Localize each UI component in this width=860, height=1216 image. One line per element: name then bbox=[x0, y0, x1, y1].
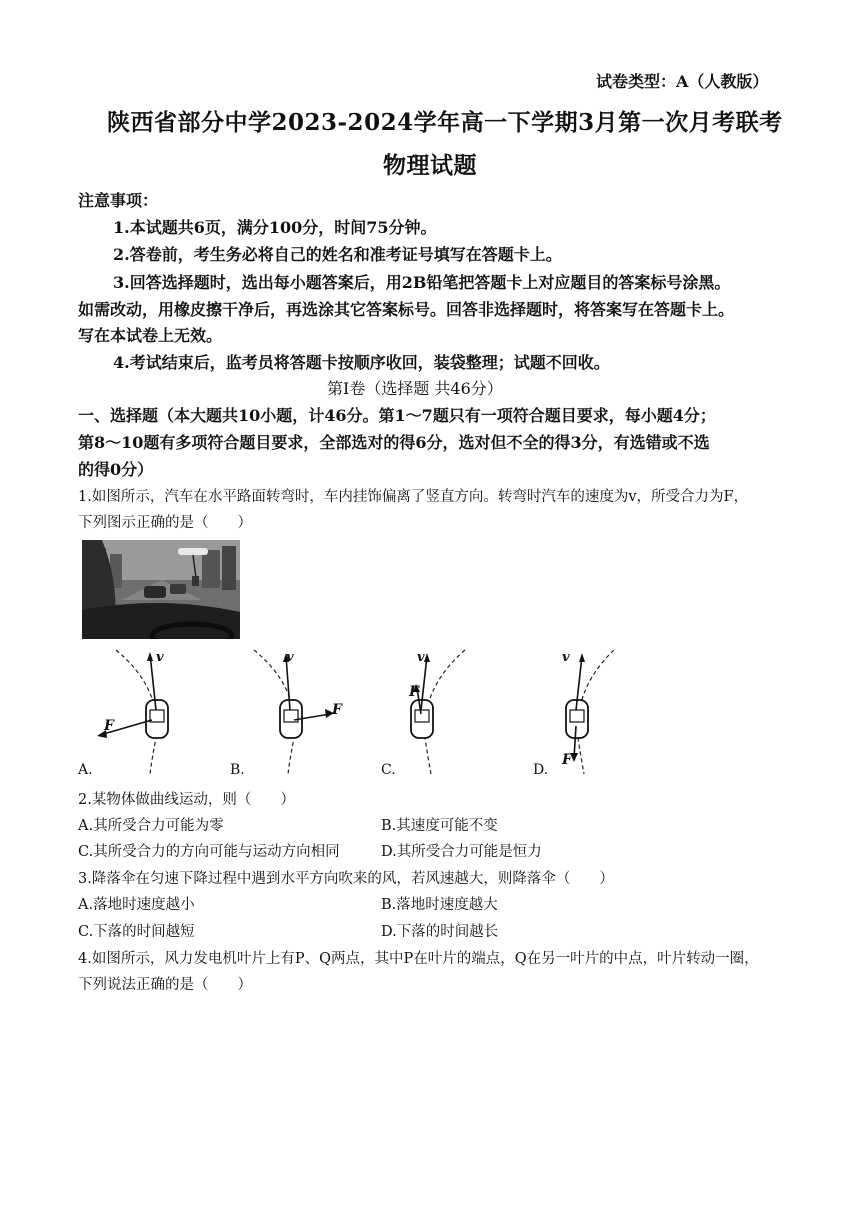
q3-stem: 3.降落伞在匀速下降过程中遇到水平方向吹来的风，若风速越大，则降落伞（ ） bbox=[78, 871, 614, 887]
q1-diagram-c bbox=[395, 648, 503, 776]
section-intro-cont: 第8～10题有多项符合题目要求，全部选对的得6分，选对但不全的得3分，有选错或不选 bbox=[78, 433, 710, 452]
car-interior-photo bbox=[82, 540, 240, 639]
vector-f-label: F bbox=[409, 684, 419, 700]
notice-item-1: 1.本试题共6页，满分100分，时间75分钟。 bbox=[113, 218, 437, 237]
section-intro-cont2: 的得0分） bbox=[78, 460, 154, 479]
vector-f-label: F bbox=[562, 752, 572, 768]
vector-v-label: v bbox=[156, 650, 164, 665]
q3-option-c: C.下落的时间越短 bbox=[78, 924, 195, 940]
paper-type: 试卷类型：A（人教版） bbox=[596, 72, 769, 91]
notice-item-3-cont: 如需改动，用橡皮擦干净后，再选涂其它答案标号。回答非选择题时，将答案写在答题卡上。 bbox=[78, 300, 735, 319]
notice-item-3: 3.回答选择题时，选出每小题答案后，用2B铅笔把答题卡上对应题目的答案标号涂黑。 bbox=[113, 273, 731, 292]
q2-option-a: A.其所受合力可能为零 bbox=[78, 818, 224, 834]
q3-option-d: D.下落的时间越长 bbox=[381, 924, 499, 940]
vector-f-label: F bbox=[104, 718, 114, 734]
q4-stem-cont: 下列说法正确的是（ ） bbox=[78, 977, 252, 993]
q2-option-c: C.其所受合力的方向可能与运动方向相同 bbox=[78, 844, 340, 860]
q4-stem: 4.如图所示，风力发电机叶片上有P、Q两点，其中P在叶片的端点，Q在另一叶片的中点，叶片转动一圈， bbox=[78, 951, 759, 967]
vector-v-label: v bbox=[562, 650, 570, 665]
page-subtitle: 物理试题 bbox=[383, 152, 477, 179]
q3-option-b: B.落地时速度越大 bbox=[381, 897, 498, 913]
vector-f-label: F bbox=[332, 702, 342, 718]
page-title: 陕西省部分中学2023-2024学年高一下学期3月第一次月考联考 bbox=[107, 109, 783, 136]
vector-v-label: v bbox=[417, 650, 425, 665]
q1-diagram-b bbox=[250, 648, 358, 776]
q1-stem-cont: 下列图示正确的是（ ） bbox=[78, 515, 252, 531]
q1-diagram-a bbox=[92, 648, 200, 776]
q1-stem: 1.如图所示，汽车在水平路面转弯时，车内挂饰偏离了竖直方向。转弯时汽车的速度为v，所受合力为F， bbox=[78, 489, 749, 505]
notice-heading: 注意事项： bbox=[78, 191, 159, 210]
q1-option-d: D. bbox=[533, 762, 549, 778]
section-intro: 一、选择题（本大题共10小题，计46分。第1～7题只有一项符合题目要求，每小题4分； bbox=[78, 406, 716, 425]
notice-item-4: 4.考试结束后，监考员将答题卡按顺序收回，装袋整理；试题不回收。 bbox=[113, 353, 610, 372]
q1-diagram-d bbox=[548, 648, 656, 776]
notice-item-2: 2.答卷前，考生务必将自己的姓名和准考证号填写在答题卡上。 bbox=[113, 245, 562, 264]
q1-option-c: C. bbox=[381, 762, 396, 778]
vector-v-label: v bbox=[286, 650, 294, 665]
q2-stem: 2.某物体做曲线运动，则（ ） bbox=[78, 792, 295, 808]
q1-option-a: A. bbox=[78, 762, 93, 778]
q2-option-d: D.其所受合力可能是恒力 bbox=[381, 844, 542, 860]
q2-option-b: B.其速度可能不变 bbox=[381, 818, 498, 834]
section-heading: 第Ⅰ卷（选择题 共46分） bbox=[327, 379, 503, 398]
notice-item-3-cont2: 写在本试卷上无效。 bbox=[78, 326, 223, 345]
q1-option-b: B. bbox=[230, 762, 245, 778]
q3-option-a: A.落地时速度越小 bbox=[78, 897, 195, 913]
